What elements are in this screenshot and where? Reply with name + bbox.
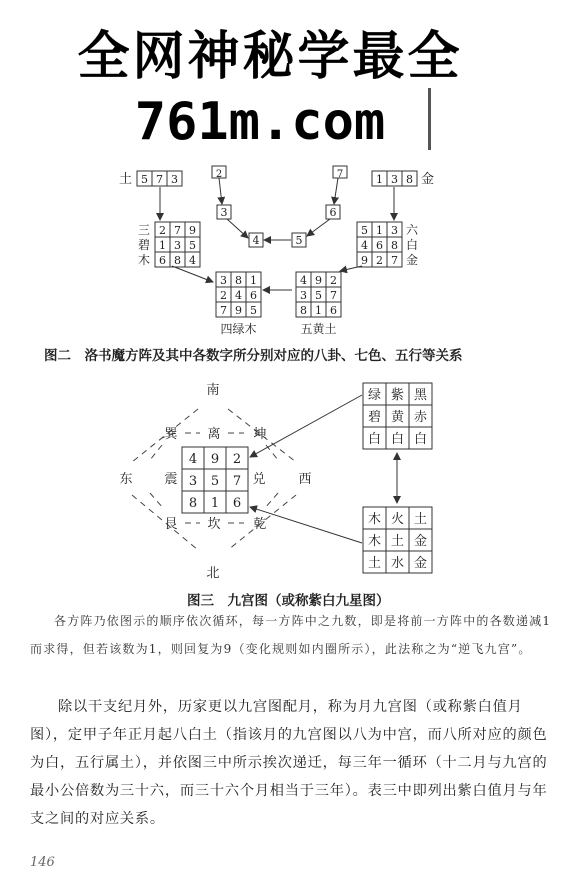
page-number: 146 (30, 855, 55, 870)
fig2-bl-cell: 6 (250, 289, 257, 302)
fig2-bl-cell: 5 (250, 304, 257, 317)
element-cell: 木 (367, 534, 382, 549)
fig2-br-cell: 6 (330, 304, 337, 317)
center-cell: 7 (232, 474, 242, 489)
element-cell: 火 (390, 512, 405, 527)
figure2-diagram (0, 150, 588, 340)
element-cell: 木 (367, 512, 382, 527)
dir-south: 南 (206, 383, 220, 398)
watermark-divider (428, 88, 431, 150)
element-cell: 土 (413, 512, 428, 527)
fig2-tl-cell: 7 (156, 173, 163, 186)
fig2-br-cell: 4 (300, 274, 307, 287)
dir-east: 东 (119, 472, 133, 487)
dir-north: 北 (206, 566, 220, 581)
fig2-br-cell: 2 (330, 274, 337, 287)
element-cell: 金 (413, 556, 428, 571)
fig2-left-cell: 3 (174, 239, 181, 252)
element-cell: 金 (413, 534, 428, 549)
fig2-br-cell: 8 (300, 304, 307, 317)
fig2-right-cell: 5 (361, 224, 368, 237)
element-cell: 水 (390, 556, 405, 571)
fig2-chain-left: 4 (252, 234, 260, 247)
fig2-br-cell: 9 (315, 274, 322, 287)
fig2-left-cell: 1 (159, 239, 166, 252)
fig2-right-cell: 8 (391, 239, 398, 252)
center-cell: 3 (188, 474, 198, 489)
fig2-right-label: 金 (406, 253, 419, 267)
center-cell: 9 (210, 452, 220, 467)
fig2-bl-cell: 8 (235, 274, 242, 287)
figure3-caption: 图三 九宫图（或称紫白九星图） (187, 593, 390, 609)
fig2-right-cell: 2 (376, 254, 383, 267)
element-cell: 土 (390, 534, 405, 549)
fig2-br-label: 五黄土 (300, 322, 337, 336)
fig2-left-label: 三 (138, 223, 151, 237)
fig2-right-label: 白 (406, 238, 419, 252)
center-cell: 6 (232, 496, 242, 511)
trigram-kun: 坤 (253, 427, 267, 442)
fig2-chain-left: 2 (215, 169, 223, 180)
color-cell: 赤 (413, 410, 428, 425)
fig2-bl-cell: 7 (220, 304, 227, 317)
center-cell: 1 (210, 496, 220, 511)
trigram-dui: 兑 (252, 472, 266, 487)
fig2-bl-cell: 9 (235, 304, 242, 317)
fig2-chain-left: 3 (220, 206, 228, 219)
element-cell: 土 (367, 556, 382, 571)
fig2-left-cell: 7 (174, 224, 181, 237)
fig2-bl-cell: 2 (220, 289, 227, 302)
fig2-right-cell: 7 (391, 254, 398, 267)
fig2-left-cell: 4 (189, 254, 196, 267)
color-cell: 白 (413, 432, 428, 447)
center-cell: 8 (188, 496, 198, 511)
trigram-kan: 坎 (207, 517, 221, 532)
fig2-bl-label: 四绿木 (220, 322, 257, 336)
trigram-qian: 乾 (253, 517, 267, 532)
color-cell: 白 (367, 432, 382, 447)
fig2-tl-cell: 3 (171, 173, 178, 186)
trigram-li: 离 (207, 427, 221, 442)
color-cell: 黄 (390, 410, 405, 425)
fig2-chain-right: 5 (295, 234, 303, 247)
fig2-left-cell: 6 (159, 254, 166, 267)
fig2-tr-cell: 3 (391, 173, 398, 186)
figure2-caption: 图二 洛书魔方阵及其中各数字所分别对应的八卦、七色、五行等关系 (44, 348, 463, 364)
fig2-br-cell: 5 (315, 289, 322, 302)
fig2-left-cell: 9 (189, 224, 196, 237)
fig2-chain-right: 6 (329, 206, 337, 219)
watermark-url: 761m.com (134, 92, 386, 152)
fig2-br-cell: 1 (315, 304, 322, 317)
fig2-tl-cell: 5 (141, 173, 148, 186)
fig2-left-cell: 8 (174, 254, 181, 267)
fig2-br-cell: 3 (300, 289, 307, 302)
fig2-left-label: 木 (138, 253, 151, 267)
trigram-xun: 巽 (164, 427, 178, 442)
fig2-left-cell: 2 (159, 224, 166, 237)
center-cell: 2 (232, 452, 242, 467)
center-cell: 4 (188, 452, 198, 467)
center-cell: 5 (210, 474, 220, 489)
fig2-topleft-label: 土 (119, 172, 133, 187)
color-cell: 紫 (390, 388, 405, 403)
fig2-right-cell: 1 (376, 224, 383, 237)
fig2-topright-label: 金 (421, 172, 435, 187)
color-cell: 黑 (413, 388, 428, 403)
body-paragraph: 除以干支纪月外，历家更以九宫图配月，称为月九宫图（或称紫白值月图），定甲子年正月起八白土（指该月的九宫图以八为中宫，而八所对应的颜色为白，五行属土），并依图三中所示挨次递迁，每三年一循环（十二月与九宫的最小公倍数为三十六，而三十六个月相当于三年）。表三中即列出紫白值月与年支之间的对应关系。 (30, 699, 548, 827)
fig2-right-label: 六 (406, 223, 419, 237)
fig2-right-cell: 6 (376, 239, 383, 252)
fig2-left-label: 碧 (138, 238, 151, 252)
fig2-bl-cell: 1 (250, 274, 257, 287)
fig2-right-cell: 3 (391, 224, 398, 237)
fig2-left-cell: 5 (189, 239, 196, 252)
trigram-gen: 艮 (164, 517, 178, 532)
dir-west: 西 (298, 472, 312, 487)
note-paragraph: 各方阵乃依图示的顺序依次循环，每一方阵中之九数，即是将前一方阵中的各数递减1而求得，但若该数为1，则回复为9（变化规则如内圈所示），此法称之为“逆飞九宫”。 (30, 614, 552, 656)
watermark-title: 全网神秘学最全 (77, 27, 463, 87)
fig2-right-cell: 9 (361, 254, 368, 267)
fig2-bl-cell: 4 (235, 289, 242, 302)
fig2-chain-right: 7 (336, 169, 344, 180)
fig2-tr-cell: 1 (376, 173, 383, 186)
fig2-bl-cell: 3 (220, 274, 227, 287)
color-cell: 碧 (367, 410, 382, 425)
fig2-tr-cell: 8 (406, 173, 413, 186)
trigram-zhen: 震 (164, 472, 178, 487)
color-cell: 白 (390, 432, 405, 447)
fig2-right-cell: 4 (361, 239, 368, 252)
figure3-diagram (0, 375, 588, 585)
color-cell: 绿 (367, 388, 382, 403)
fig2-br-cell: 7 (330, 289, 337, 302)
